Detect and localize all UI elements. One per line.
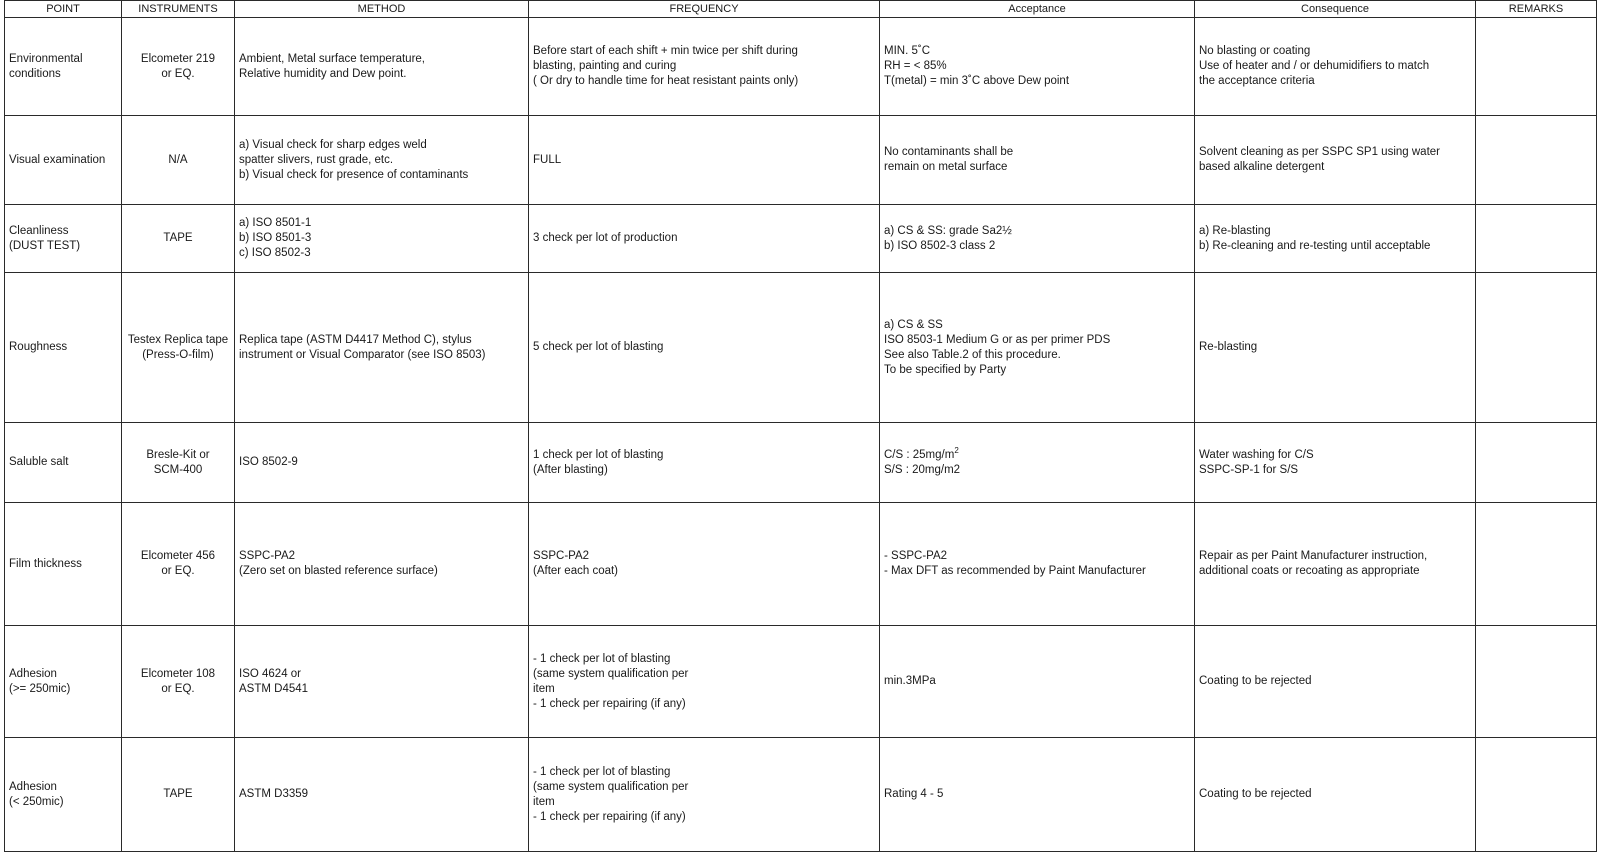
table-row [5,625,1597,738]
table-row [5,273,1597,423]
method-cell: Ambient, Metal surface temperature, Relative humidity and Dew point. [235,18,529,116]
remarks-cell [1476,18,1597,116]
acceptance-cell: - SSPC-PA2 - Max DFT as recommended by Paint Manufacturer [880,503,1195,626]
remarks-cell [1476,273,1597,423]
consequence-cell: Solvent cleaning as per SSPC SP1 using water based alkaline detergent [1195,116,1476,204]
instruments-cell: Elcometer 219 or EQ. [122,18,235,116]
acceptance-line: C/S : 25mg/m [884,448,955,461]
header-method: METHOD [235,1,529,18]
consequence-cell: Re-blasting [1195,273,1476,423]
consequence-cell: No blasting or coating Use of heater and / or dehumidifiers to match the acceptance criteria [1195,18,1476,116]
table-row [5,116,1597,204]
remarks-cell [1476,625,1597,738]
frequency-cell: 3 check per lot of production [529,204,880,272]
method-cell: ASTM D3359 [235,738,529,852]
table-row [5,503,1597,626]
frequency-cell: FULL [529,116,880,204]
method-cell: Replica tape (ASTM D4417 Method C), stylus instrument or Visual Comparator (see ISO 8503) [235,273,529,423]
header-consequence: Consequence [1195,1,1476,18]
acceptance-cell [880,422,1195,502]
method-cell: SSPC-PA2 (Zero set on blasted reference surface) [235,503,529,626]
table-row [5,204,1597,272]
remarks-cell [1476,503,1597,626]
instruments-cell: Elcometer 108 or EQ. [122,625,235,738]
instruments-cell: N/A [122,116,235,204]
header-frequency: FREQUENCY [529,1,880,18]
method-cell: a) Visual check for sharp edges weld spatter slivers, rust grade, etc. b) Visual check for presence of contaminants [235,116,529,204]
acceptance-cell: Rating 4 - 5 [880,738,1195,852]
point-cell: Visual examination [5,116,122,204]
table-row [5,18,1597,116]
header-acceptance: Acceptance [880,1,1195,18]
superscript: 2 [954,445,959,455]
acceptance-cell: a) CS & SS ISO 8503-1 Medium G or as per primer PDS See also Table.2 of this procedure. To be specified by Party [880,273,1195,423]
acceptance-cell: MIN. 5˚C RH = < 85% T(metal) = min 3˚C above Dew point [880,18,1195,116]
table-row [5,738,1597,852]
frequency-cell: - 1 check per lot of blasting (same system qualification per item - 1 check per repairing (if any) [529,738,880,852]
instruments-cell: Elcometer 456 or EQ. [122,503,235,626]
point-cell: Film thickness [5,503,122,626]
remarks-cell [1476,204,1597,272]
frequency-cell: SSPC-PA2 (After each coat) [529,503,880,626]
consequence-cell: Coating to be rejected [1195,625,1476,738]
header-point: POINT [5,1,122,18]
point-cell: Saluble salt [5,422,122,502]
remarks-cell [1476,738,1597,852]
acceptance-cell: a) CS & SS: grade Sa2½ b) ISO 8502-3 class 2 [880,204,1195,272]
point-cell: Adhesion (< 250mic) [5,738,122,852]
frequency-cell: Before start of each shift + min twice per shift during blasting, painting and curing ( Or dry to handle time for heat resistant paints only) [529,18,880,116]
header-instruments: INSTRUMENTS [122,1,235,18]
frequency-cell: 1 check per lot of blasting (After blasting) [529,422,880,502]
method-cell: ISO 4624 or ASTM D4541 [235,625,529,738]
instruments-cell: TAPE [122,738,235,852]
method-cell: ISO 8502-9 [235,422,529,502]
point-cell: Environmental conditions [5,18,122,116]
method-cell: a) ISO 8501-1 b) ISO 8501-3 c) ISO 8502-3 [235,204,529,272]
acceptance-cell: No contaminants shall be remain on metal surface [880,116,1195,204]
consequence-cell: Coating to be rejected [1195,738,1476,852]
header-remarks: REMARKS [1476,1,1597,18]
consequence-cell: Repair as per Paint Manufacturer instruction, additional coats or recoating as appropriate [1195,503,1476,626]
frequency-cell: - 1 check per lot of blasting (same system qualification per item - 1 check per repairing (if any) [529,625,880,738]
inspection-table [4,0,1597,852]
point-cell: Cleanliness (DUST TEST) [5,204,122,272]
remarks-cell [1476,116,1597,204]
point-cell: Roughness [5,273,122,423]
table-row [5,422,1597,502]
acceptance-cell: min.3MPa [880,625,1195,738]
header-row [5,1,1597,18]
instruments-cell: TAPE [122,204,235,272]
consequence-cell: a) Re-blasting b) Re-cleaning and re-testing until acceptable [1195,204,1476,272]
point-cell: Adhesion (>= 250mic) [5,625,122,738]
instruments-cell: Testex Replica tape (Press-O-film) [122,273,235,423]
instruments-cell: Bresle-Kit or SCM-400 [122,422,235,502]
consequence-cell: Water washing for C/S SSPC-SP-1 for S/S [1195,422,1476,502]
frequency-cell: 5 check per lot of blasting [529,273,880,423]
remarks-cell [1476,422,1597,502]
acceptance-line: S/S : 20mg/m2 [884,463,961,476]
